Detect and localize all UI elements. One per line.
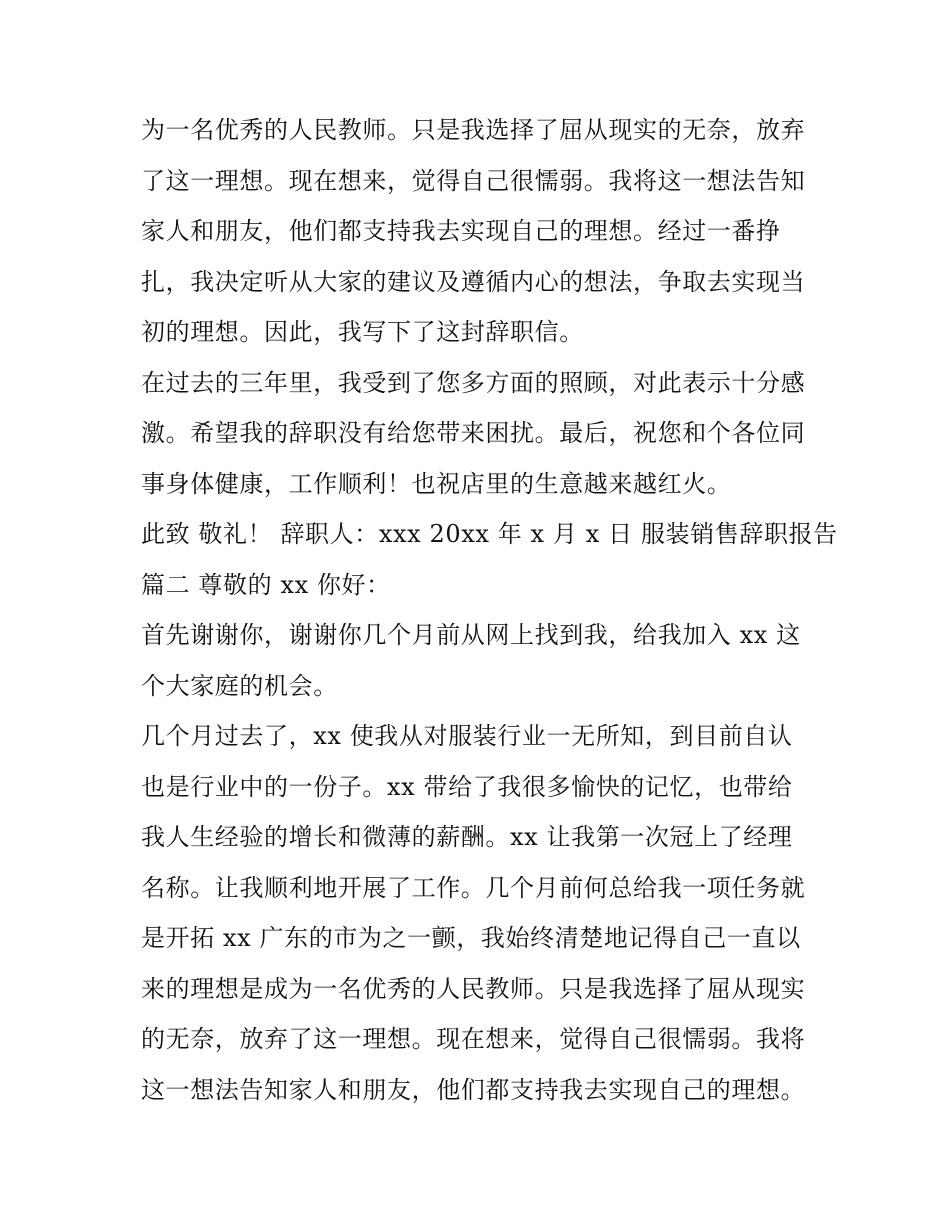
text-line: 此致 敬礼！ 辞职人：xxx 20xx 年 x 月 x 日 服装销售辞职报告 xyxy=(141,520,838,548)
text-line: 了这一理想。现在想来，觉得自己很懦弱。我将这一想法告知 xyxy=(141,166,806,195)
text-line: 篇二 尊敬的 xx 你好： xyxy=(141,570,391,599)
document-body xyxy=(141,105,838,1115)
text-line: 事身体健康，工作顺利！也祝店里的生意越来越红火。 xyxy=(141,469,732,498)
text-line: 的无奈，放弃了这一理想。现在想来，觉得自己很懦弱。我将 xyxy=(141,1025,806,1053)
text-line: 在过去的三年里，我受到了您多方面的照顾，对此表示十分感 xyxy=(141,368,806,397)
text-line: 家人和朋友，他们都支持我去实现自己的理想。经过一番挣 xyxy=(141,217,781,245)
text-line: 是开拓 xx 广东的市为之一颤，我始终清楚地记得自己一直以 xyxy=(141,924,801,952)
text-line: 首先谢谢你，谢谢你几个月前从网上找到我，给我加入 xx 这 xyxy=(141,621,801,649)
text-line: 也是行业中的一份子。xx 带给了我很多愉快的记忆，也带给 xyxy=(141,772,793,801)
text-line: 为一名优秀的人民教师。只是我选择了屈从现实的无奈，放弃 xyxy=(141,116,806,144)
text-line: 几个月过去了，xx 使我从对服装行业一无所知，到目前自认 xyxy=(141,722,793,750)
text-line: 激。希望我的辞职没有给您带来困扰。最后，祝您和个各位同 xyxy=(141,419,806,447)
text-line: 这一想法告知家人和朋友，他们都支持我去实现自己的理想。 xyxy=(141,1075,806,1104)
text-line: 名称。让我顺利地开展了工作。几个月前何总给我一项任务就 xyxy=(141,873,806,902)
text-line: 初的理想。因此，我写下了这封辞职信。 xyxy=(141,318,584,346)
text-line: 扎，我决定听从大家的建议及遵循内心的想法，争取去实现当 xyxy=(141,267,806,296)
text-line: 个大家庭的机会。 xyxy=(141,671,338,700)
text-line: 来的理想是成为一名优秀的人民教师。只是我选择了屈从现实 xyxy=(141,974,806,1003)
text-line: 我人生经验的增长和微薄的薪酬。xx 让我第一次冠上了经理 xyxy=(141,823,793,851)
